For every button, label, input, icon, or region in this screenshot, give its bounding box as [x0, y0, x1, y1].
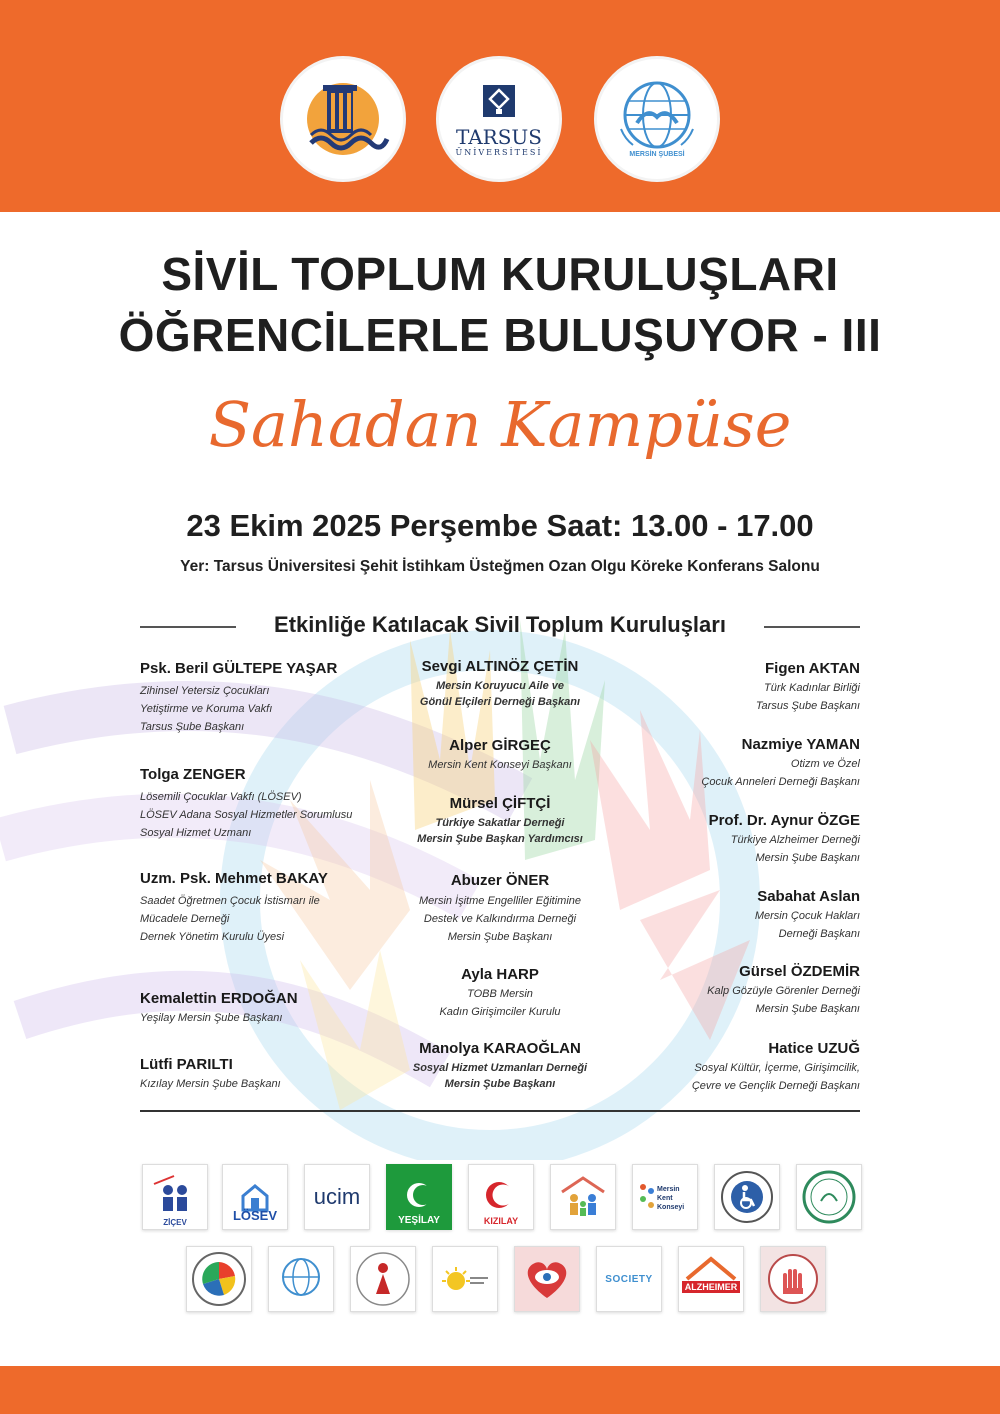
participant-desc: Kalp Gözüyle Görenler Derneği	[707, 985, 860, 997]
org-logo-yesilay	[386, 1164, 452, 1230]
org-logo-label: YEŞİLAY	[398, 1215, 440, 1226]
house-icon	[683, 1253, 739, 1283]
org-logo-label: KIZILAY	[483, 1216, 519, 1226]
globe-icon	[272, 1250, 330, 1308]
event-venue: Yer: Tarsus Üniversitesi Şehit İstihkam Üsteğmen Ozan Olgu Köreke Konferans Salonu	[180, 558, 820, 575]
participant-desc: Kızılay Mersin Şube Başkanı	[140, 1078, 281, 1090]
participant-desc: Çocuk Anneleri Derneği Başkanı	[701, 776, 860, 788]
participant-desc: Mersin Koruyucu Aile ve	[436, 680, 564, 692]
event-date-time: 23 Ekim 2025 Perşembe Saat: 13.00 - 17.00	[186, 508, 814, 543]
title-line-1: SİVİL TOPLUM KURULUŞLARI	[161, 248, 839, 300]
script-subtitle: Sahadan Kampüse	[208, 388, 792, 461]
circle-seal-icon	[190, 1250, 248, 1308]
tarsus-university-logo	[436, 56, 562, 182]
org-logo-foster-family	[550, 1164, 616, 1230]
org-logo-kizilay	[468, 1164, 534, 1230]
org-logo-child-rights	[350, 1246, 416, 1312]
participant-desc: Yetiştirme ve Koruma Vakfı	[140, 703, 273, 715]
participant-name: Abuzer ÖNER	[450, 872, 550, 889]
org-logo-kalp-gozuyle	[514, 1246, 580, 1312]
participant-desc: Türkiye Sakatlar Derneği	[435, 817, 565, 829]
participant-entry	[590, 963, 860, 1018]
participant-desc: Mersin İşitme Engelliler Eğitimine	[419, 895, 581, 907]
participant-desc: Çevre ve Gençlik Derneği Başkanı	[691, 1080, 860, 1092]
participant-name: Alper GİRGEÇ	[449, 737, 551, 754]
participant-desc: Mersin Şube Başkan Yardımcısı	[417, 833, 583, 845]
org-logo-alzheimer	[678, 1246, 744, 1312]
org-logo-cocuk-istismari	[760, 1246, 826, 1312]
participant-desc: Türkiye Alzheimer Derneği	[730, 834, 860, 846]
participant-desc: Sosyal Hizmet Uzmanı	[140, 827, 252, 839]
people-icon	[637, 1181, 657, 1215]
family-icon	[556, 1170, 610, 1224]
tarsus-logo-sub: ÜNİVERSİTESİ	[455, 148, 543, 157]
bottom-orange-band	[0, 1366, 1000, 1414]
participant-entry	[590, 812, 860, 867]
crescent-icon	[399, 1177, 439, 1217]
family-icon	[148, 1170, 202, 1224]
participant-name: Gürsel ÖZDEMİR	[739, 963, 860, 980]
org-logo-sakatlar-dernegi	[714, 1164, 780, 1230]
participant-entry	[590, 736, 860, 791]
participant-name: Figen AKTAN	[765, 660, 860, 677]
org-logo-label: ZİÇEV	[163, 1218, 187, 1227]
participant-name: Lütfi PARILTI	[140, 1056, 233, 1073]
participant-name: Uzm. Psk. Mehmet BAKAY	[140, 870, 328, 887]
participant-desc: Tarsus Şube Başkanı	[755, 700, 860, 712]
participant-name: Kemalettin ERDOĞAN	[140, 990, 298, 1007]
bottom-divider	[140, 1110, 860, 1112]
participant-name: Mürsel ÇİFTÇİ	[449, 795, 551, 812]
wheelchair-icon	[719, 1169, 775, 1225]
participant-name: Tolga ZENGER	[140, 766, 246, 783]
hand-icon	[765, 1251, 821, 1307]
participant-desc: Dernek Yönetim Kurulu Üyesi	[140, 931, 285, 943]
org-logo-label: LÖSEV	[232, 1208, 278, 1223]
section-title: Etkinliğe Katılacak Sivil Toplum Kuruluşları	[274, 612, 726, 637]
participant-name: Manolya KARAOĞLAN	[419, 1040, 581, 1057]
org-logo-kent-konseyi	[632, 1164, 698, 1230]
participant-entry	[590, 888, 860, 943]
participant-desc: Gönül Elçileri Derneği Başkanı	[419, 696, 581, 708]
org-logo-tobb-women	[186, 1246, 252, 1312]
participant-entry	[590, 660, 860, 715]
participant-name: Prof. Dr. Aynur ÖZGE	[708, 812, 860, 829]
mersin-university-emblem-icon	[283, 59, 403, 179]
participant-desc: Mersin Şube Başkanı	[447, 931, 553, 943]
org-logo-label: Mersin Kent Konseyi	[657, 1186, 685, 1211]
participant-desc: Otizm ve Özel	[790, 758, 860, 770]
sun-icon	[438, 1259, 492, 1299]
participant-name: Sabahat Aslan	[757, 888, 860, 905]
participant-desc: Mücadele Derneği	[140, 913, 230, 925]
participant-desc: Saadet Öğretmen Çocuk İstismarı ile	[140, 895, 320, 907]
participant-name: Nazmiye YAMAN	[741, 736, 860, 753]
participant-desc: Yeşilay Mersin Şube Başkanı	[140, 1012, 283, 1024]
globe-hands-icon	[597, 59, 717, 179]
participant-desc: TOBB Mersin	[467, 988, 533, 1000]
mersin-university-logo	[280, 56, 406, 182]
tarsus-logo-name: TARSUS	[455, 125, 542, 149]
participant-desc: Derneği Başkanı	[778, 928, 860, 940]
participant-desc: Mersin Kent Konseyi Başkanı	[428, 759, 572, 771]
participant-desc: Sosyal Hizmet Uzmanları Derneği	[412, 1062, 588, 1074]
org-logo-label: ucim	[313, 1184, 361, 1209]
circle-seal-icon	[801, 1169, 857, 1225]
org-logo-label: ALZHEIMER	[682, 1281, 741, 1293]
org-logo-shu-mersin	[268, 1246, 334, 1312]
participant-name: Ayla HARP	[461, 966, 539, 983]
org-logo-label: SOCIETY	[605, 1273, 653, 1285]
participant-desc: Lösemili Çocuklar Vakfı (LÖSEV)	[140, 791, 302, 803]
participant-desc: Tarsus Şube Başkanı	[140, 721, 245, 733]
participant-desc: Türk Kadınlar Birliği	[764, 682, 860, 694]
org-logo-turk-kadinlar	[432, 1246, 498, 1312]
participant-name: Psk. Beril GÜLTEPE YAŞAR	[140, 660, 338, 677]
tarsus-emblem-icon	[479, 81, 519, 121]
shu-logo-sub: MERSİN ŞUBESİ	[629, 151, 685, 158]
participant-name: Hatice UZUĞ	[768, 1040, 860, 1057]
org-logo-ucim	[304, 1164, 370, 1230]
participant-desc: Destek ve Kalkındırma Derneği	[423, 913, 577, 925]
participant-desc: Mersin Çocuk Hakları	[754, 910, 860, 922]
social-workers-association-logo	[594, 56, 720, 182]
participant-desc: Sosyal Kültür, İçerme, Girişimcilik,	[694, 1062, 860, 1074]
org-logo-society	[596, 1246, 662, 1312]
participant-desc: Mersin Şube Başkanı	[444, 1078, 556, 1090]
figure-icon	[354, 1250, 412, 1308]
title-line-2: ÖĞRENCİLERLE BULUŞUYOR - III	[118, 309, 882, 361]
org-logo-zicev	[142, 1164, 208, 1230]
org-logo-losev	[222, 1164, 288, 1230]
participant-desc: Mersin Şube Başkanı	[755, 852, 860, 864]
org-logo-autism-association	[796, 1164, 862, 1230]
heart-eye-icon	[521, 1256, 573, 1302]
participant-desc: Zihinsel Yetersiz Çocukları	[140, 685, 270, 697]
participant-desc: Kadın Girişimciler Kurulu	[439, 1006, 561, 1018]
participant-desc: LÖSEV Adana Sosyal Hizmetler Sorumlusu	[140, 809, 353, 821]
participant-entry	[590, 1040, 860, 1095]
crescent-icon	[481, 1177, 521, 1217]
participant-desc: Mersin Şube Başkanı	[755, 1003, 860, 1015]
participant-name: Sevgi ALTINÖZ ÇETİN	[421, 658, 579, 675]
